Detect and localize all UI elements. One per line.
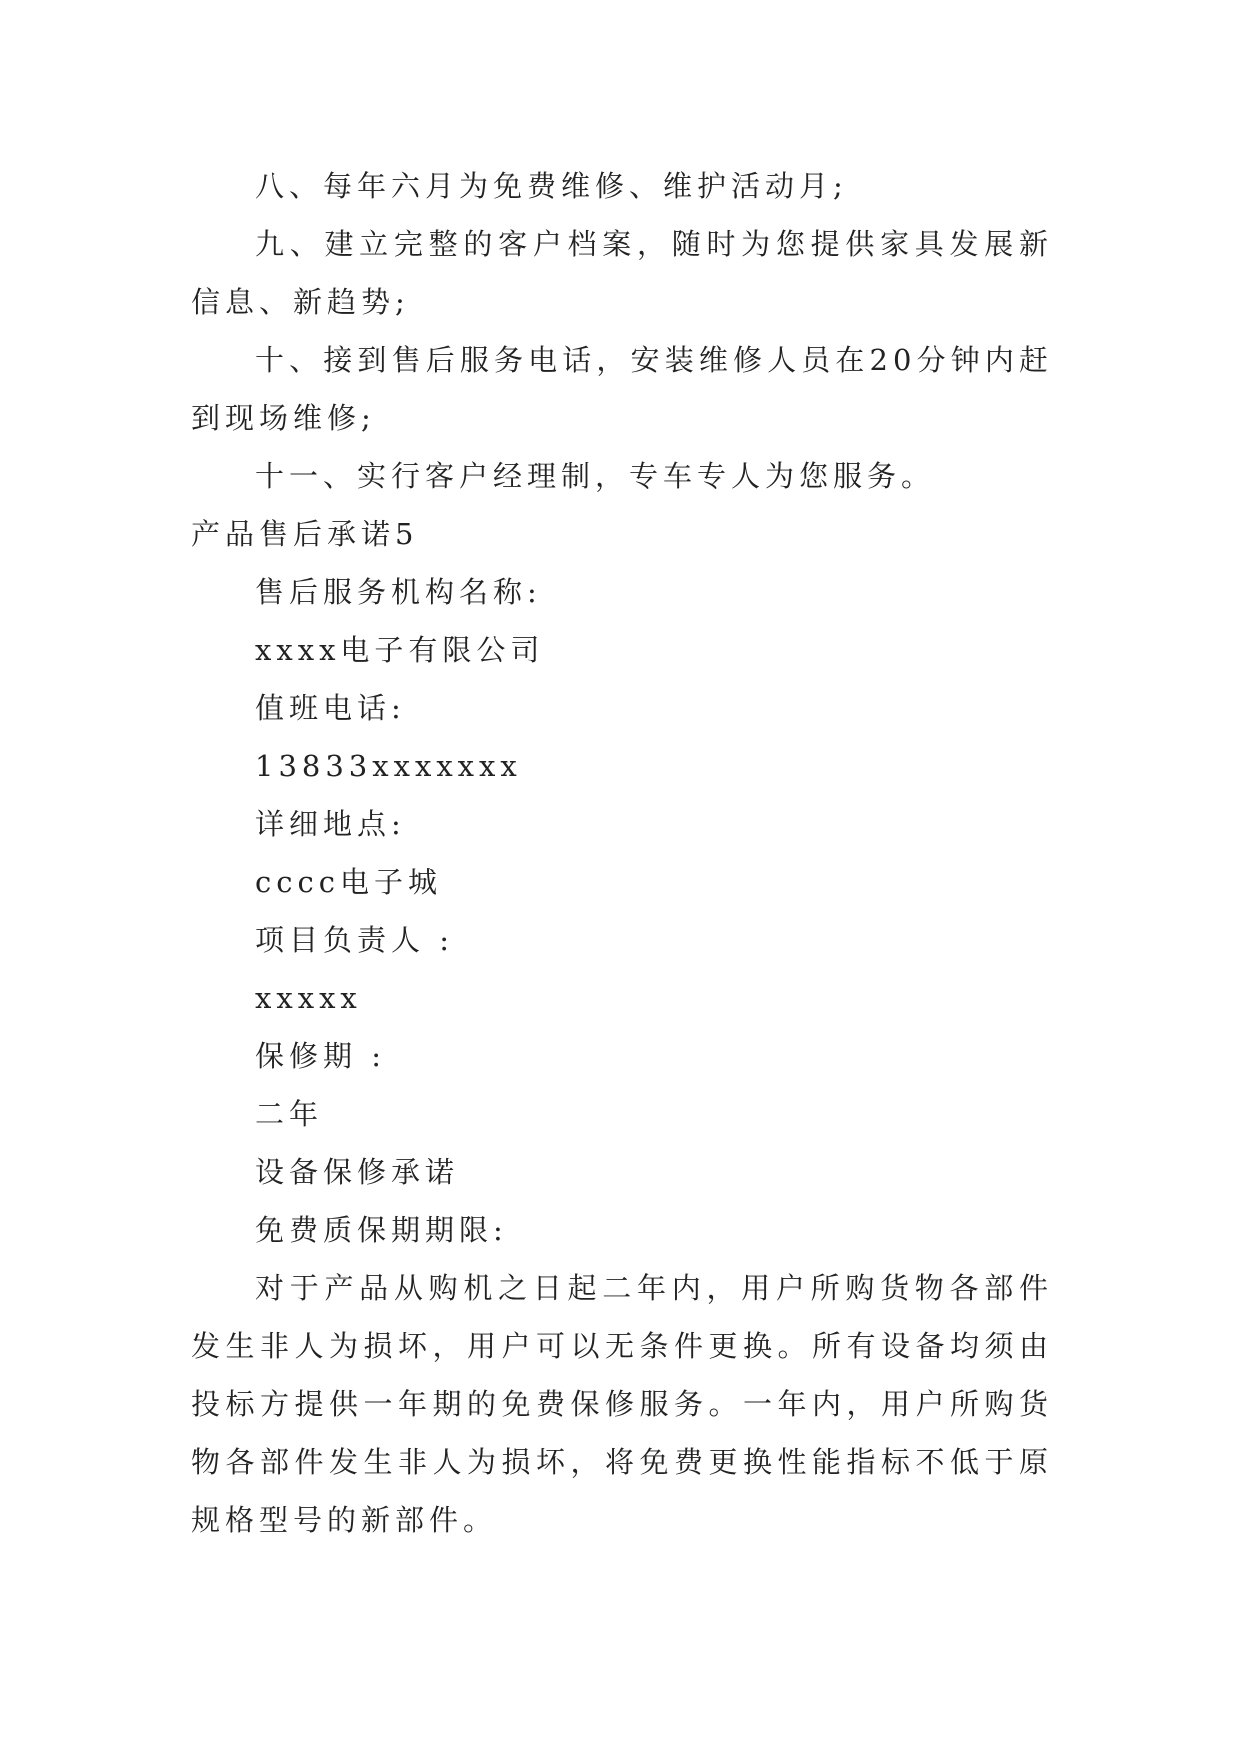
manager-label: 项目负责人 : [255, 923, 454, 957]
section-title: 产品售后承诺5 [191, 517, 419, 551]
commitment-title: 设备保修承诺 [255, 1155, 460, 1189]
document-body [191, 157, 1053, 1549]
org-value: xxxx电子有限公司 [255, 633, 545, 667]
list-item-10: 十、接到售后服务电话，安装维修人员在20分钟内赶到现场维修; [191, 343, 1053, 435]
address-label: 详细地点: [255, 807, 406, 841]
manager-value: xxxxx [255, 981, 362, 1015]
phone-label: 值班电话: [255, 691, 406, 725]
warranty-value: 二年 [255, 1097, 324, 1131]
list-item-8: 八、每年六月为免费维修、维护活动月; [255, 169, 848, 203]
list-item-11: 十一、实行客户经理制，专车专人为您服务。 [255, 459, 936, 493]
warranty-label: 保修期 : [255, 1039, 386, 1073]
phone-value: 13833xxxxxxx [255, 749, 522, 783]
org-label: 售后服务机构名称: [255, 575, 542, 609]
warranty-paragraph: 对于产品从购机之日起二年内，用户所购货物各部件发生非人为损坏，用户可以无条件更换。所有设备均须由投标方提供一年期的免费保修服务。一年内，用户所购货物各部件发生非人为损坏，将免费更换性能指标不低于原规格型号的新部件。 [191, 1271, 1053, 1537]
address-value: cccc电子城 [255, 865, 442, 899]
free-period-label: 免费质保期期限: [255, 1213, 508, 1247]
list-item-9: 九、建立完整的客户档案，随时为您提供家具发展新信息、新趋势; [191, 227, 1053, 319]
